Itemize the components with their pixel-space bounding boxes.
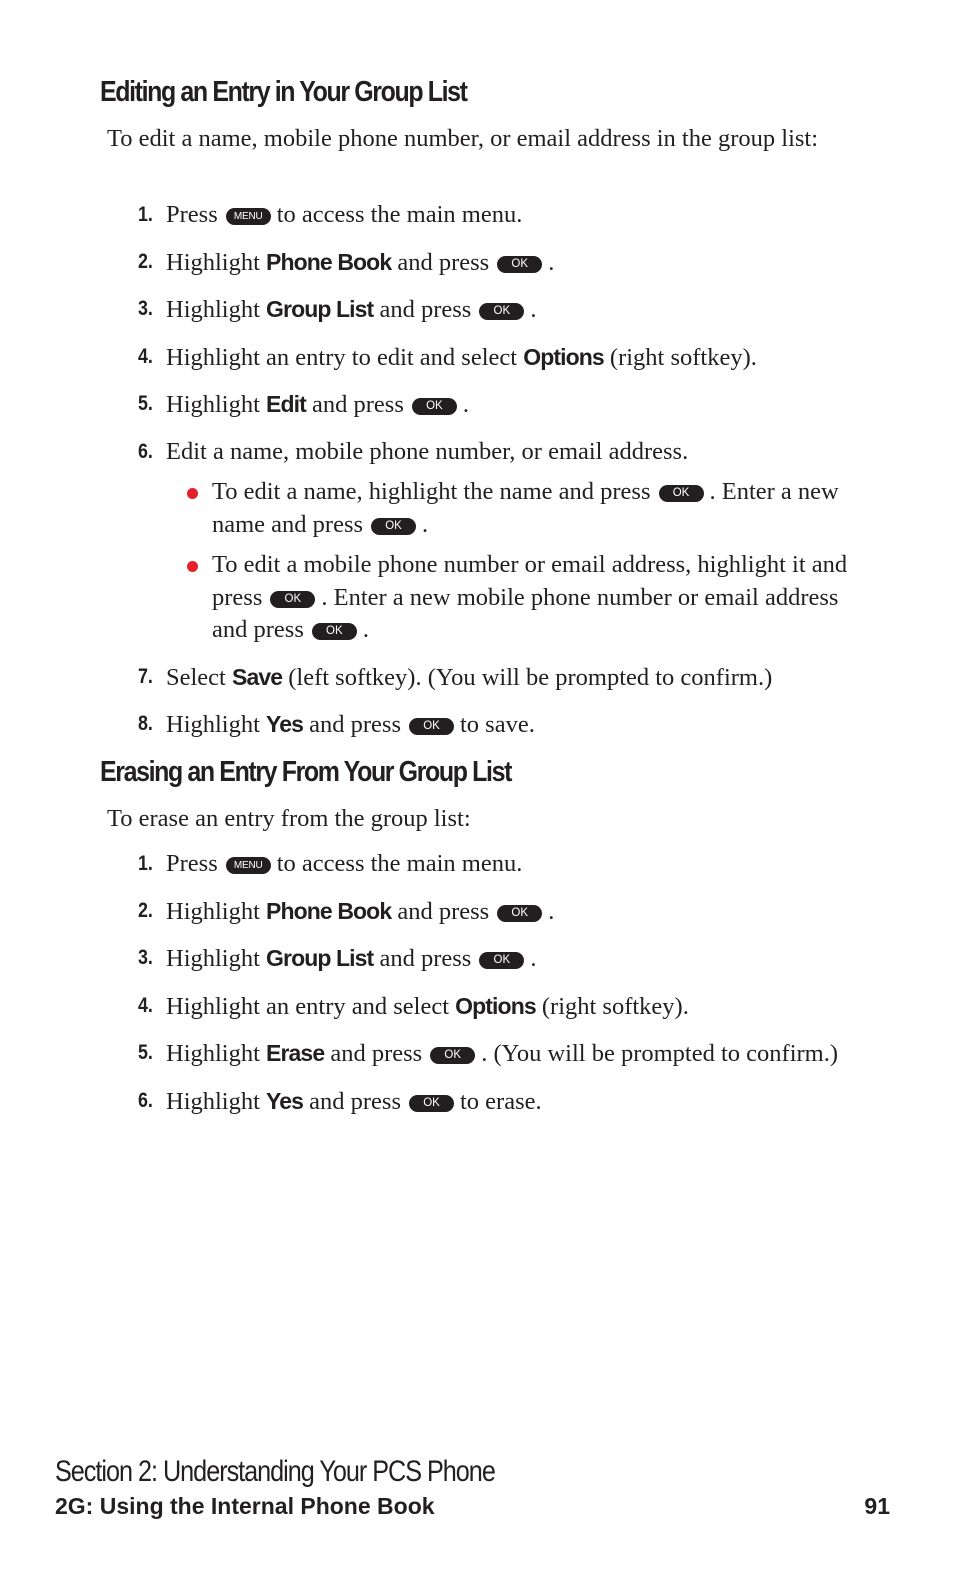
ok-key-icon: OK <box>409 1095 454 1112</box>
step-number: 8. <box>138 712 153 735</box>
step-number: 6. <box>138 1088 153 1112</box>
menu-keyword: Yes <box>266 1087 304 1114</box>
ok-key-icon: OK <box>371 518 416 535</box>
step-number: 1. <box>138 852 153 875</box>
step-text: and press <box>379 296 472 323</box>
bullet-dot-icon <box>187 561 198 572</box>
step-text: Highlight <box>166 1087 260 1115</box>
ok-key-icon: OK <box>497 256 542 273</box>
edit-section-heading: Editing an Entry in Your Group List <box>100 76 467 108</box>
page-number: 91 <box>864 1493 890 1519</box>
menu-keyword: Edit <box>266 391 306 417</box>
step-text: and press <box>330 1040 423 1067</box>
bullet-item <box>166 476 858 541</box>
menu-keyword: Erase <box>266 1040 325 1066</box>
step-text: Edit a name, mobile phone number, or email address. <box>166 437 689 465</box>
menu-keyword: Options <box>523 343 604 370</box>
bullet-text: . Enter a new name and press <box>212 478 839 538</box>
step-text: Press <box>166 201 218 228</box>
step-text: Highlight <box>166 296 260 323</box>
menu-key-icon: MENU <box>226 208 271 225</box>
step-text: . <box>548 248 555 276</box>
step-text: and press <box>312 391 404 418</box>
ok-key-icon: OK <box>270 591 315 608</box>
erase-step-2 <box>138 895 858 929</box>
step-number: 3. <box>138 297 153 320</box>
bullet-text: . Enter a new mobile phone number or email address and press <box>212 583 839 643</box>
edit-step-6 <box>138 436 858 647</box>
step-text: and press <box>397 248 490 276</box>
step-number: 1. <box>138 203 153 226</box>
menu-keyword: Phone Book <box>266 897 392 924</box>
step-number: 7. <box>138 664 153 688</box>
ok-key-icon: OK <box>412 398 457 415</box>
edit-step-2 <box>138 246 858 280</box>
step-number: 5. <box>138 392 153 415</box>
step-text: Highlight <box>166 248 260 276</box>
menu-keyword: Options <box>455 992 536 1019</box>
edit-step-4 <box>138 341 858 375</box>
step-text: . <box>530 945 537 972</box>
edit-step-5 <box>138 388 858 422</box>
step-text: Press <box>166 850 218 877</box>
edit-step-3 <box>138 293 858 327</box>
ok-key-icon: OK <box>479 952 524 969</box>
step-text: . (You will be prompted to confirm.) <box>481 1040 839 1067</box>
step-text: and press <box>379 945 472 972</box>
bullet-text: . <box>422 510 429 538</box>
step-text: and press <box>309 711 401 738</box>
step-text: (right softkey). <box>541 992 689 1020</box>
bullet-text: To edit a mobile phone number or email address, highlight it and press <box>212 551 848 611</box>
step-text: (right softkey). <box>609 343 757 371</box>
footer-chapter-title: 2G: Using the Internal Phone Book <box>55 1493 435 1519</box>
step-number: 5. <box>138 1041 153 1064</box>
erase-section-heading: Erasing an Entry From Your Group List <box>100 756 512 788</box>
step-number: 2. <box>138 249 153 273</box>
edit-steps-list <box>138 199 858 756</box>
ok-key-icon: OK <box>479 303 524 320</box>
step-text: Highlight <box>166 1040 260 1067</box>
step-text: and press <box>309 1087 401 1115</box>
bullet-list <box>166 476 858 647</box>
erase-step-5 <box>138 1037 858 1071</box>
edit-step-7 <box>138 661 858 695</box>
ok-key-icon: OK <box>497 905 542 922</box>
step-text: (left softkey). (You will be prompted to confirm.) <box>288 663 773 691</box>
step-text: to save. <box>460 711 535 738</box>
erase-step-3 <box>138 942 858 976</box>
menu-keyword: Group List <box>266 296 374 322</box>
menu-keyword: Save <box>232 663 283 690</box>
step-number: 6. <box>138 439 153 463</box>
step-text: Highlight <box>166 945 260 972</box>
step-number: 4. <box>138 993 153 1017</box>
erase-steps-list <box>138 848 858 1132</box>
step-text: . <box>530 296 537 323</box>
edit-step-1 <box>138 199 858 232</box>
menu-keyword: Yes <box>266 711 304 737</box>
footer-section-title: Section 2: Understanding Your PCS Phone <box>55 1455 495 1488</box>
step-text: to access the main menu. <box>276 850 523 877</box>
ok-key-icon: OK <box>409 718 454 735</box>
step-text: Select <box>166 663 226 691</box>
edit-section-intro: To edit a name, mobile phone number, or email address in the group list: <box>107 125 819 152</box>
bullet-dot-icon <box>187 488 198 499</box>
step-text: Highlight <box>166 711 260 738</box>
ok-key-icon: OK <box>430 1047 475 1064</box>
edit-step-8 <box>138 708 858 742</box>
erase-step-1 <box>138 848 858 881</box>
erase-step-4 <box>138 990 858 1024</box>
menu-key-icon: MENU <box>226 857 271 874</box>
step-number: 2. <box>138 898 153 922</box>
bullet-item <box>166 549 858 647</box>
menu-keyword: Phone Book <box>266 248 392 275</box>
step-text: to access the main menu. <box>276 201 523 228</box>
step-text: and press <box>397 897 490 925</box>
step-text: Highlight <box>166 897 260 925</box>
step-text: . <box>548 897 555 925</box>
erase-step-6 <box>138 1085 858 1119</box>
step-number: 3. <box>138 946 153 969</box>
step-text: to erase. <box>460 1087 542 1115</box>
bullet-text: To edit a name, highlight the name and press <box>212 478 651 505</box>
step-text: Highlight an entry to edit and select <box>166 343 518 371</box>
ok-key-icon: OK <box>659 485 704 502</box>
step-number: 4. <box>138 344 153 368</box>
step-text: Highlight <box>166 391 260 418</box>
ok-key-icon: OK <box>312 623 357 640</box>
erase-section-intro: To erase an entry from the group list: <box>107 805 471 832</box>
step-text: . <box>462 391 469 418</box>
menu-keyword: Group List <box>266 945 374 971</box>
bullet-text: . <box>362 616 369 643</box>
step-text: Highlight an entry and select <box>166 992 450 1020</box>
